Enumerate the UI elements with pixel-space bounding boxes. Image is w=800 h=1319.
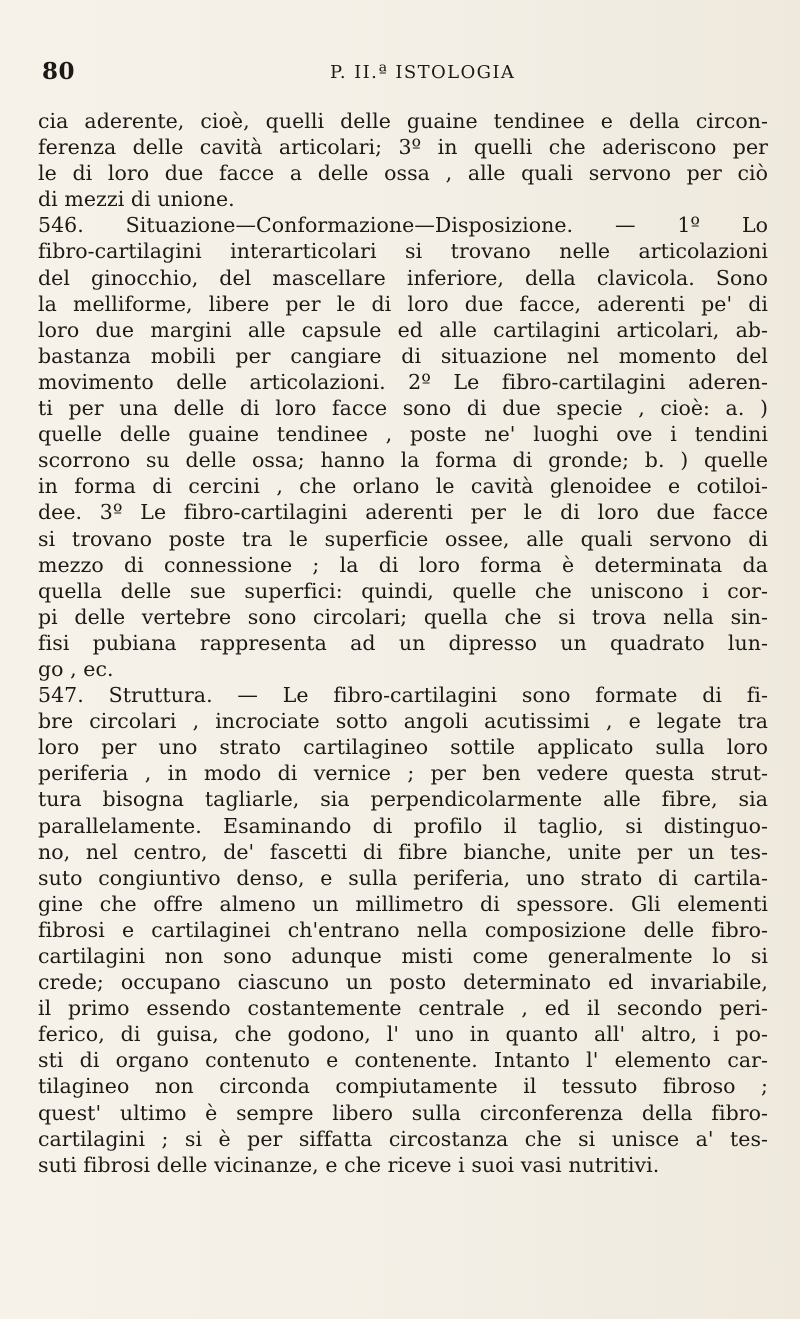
text-line: ferico, di guisa, che godono, l' uno in quanto all' altro, i po-	[38, 1022, 768, 1047]
text-line: di mezzi di unione.	[38, 187, 235, 212]
text-line: movimento delle articolazioni. 2º Le fibro-cartilagini aderen-	[38, 369, 768, 394]
text-line: in forma di cercini , che orlano le cavità glenoidee e cotiloi-	[38, 474, 768, 499]
text-line: quelle delle guaine tendinee , poste ne' luoghi ove i tendini	[38, 422, 768, 447]
text-line: ti per una delle di loro facce sono di due specie , cioè: a. )	[38, 396, 768, 421]
text-line: go , ec.	[38, 656, 114, 681]
text-line: fisi pubiana rappresenta ad un dipresso un quadrato lun-	[38, 630, 768, 655]
text-line: suto congiuntivo denso, e sulla periferia, uno strato di cartila-	[38, 865, 768, 890]
text-line: crede; occupano ciascuno un posto determinato ed invariabile,	[38, 970, 768, 995]
body-text	[38, 108, 768, 1268]
running-head: P. II.ª ISTOLOGIA	[330, 62, 516, 83]
page-header	[38, 58, 758, 92]
text-line: dee. 3º Le fibro-cartilagini aderenti per le di loro due facce	[38, 500, 768, 525]
text-line: cia aderente, cioè, quelli delle guaine tendinee e della circon-	[38, 109, 768, 133]
page-number: 80	[42, 58, 76, 85]
text-line: sti di organo contenuto e contenente. Intanto l' elemento car-	[38, 1048, 768, 1073]
text-line: 547. Struttura. — Le fibro-cartilagini sono formate di fi-	[38, 683, 768, 708]
text-line: quest' ultimo è sempre libero sulla circonferenza della fibro-	[38, 1100, 768, 1125]
text-line: fibro-cartilagini interarticolari si trovano nelle articolazioni	[38, 239, 768, 264]
text-line: cartilagini ; si è per siffatta circostanza che si unisce a' tes-	[38, 1126, 768, 1151]
text-line: loro due margini alle capsule ed alle cartilagini articolari, ab-	[38, 317, 768, 342]
text-line: del ginocchio, del mascellare inferiore, della clavicola. Sono	[38, 265, 768, 290]
text-line: tura bisogna tagliarle, sia perpendicolarmente alle fibre, sia	[38, 787, 768, 812]
text-line: tilagineo non circonda compiutamente il tessuto fibroso ;	[38, 1074, 768, 1099]
text-line: mezzo di connessione ; la di loro forma è determinata da	[38, 552, 768, 577]
text-line: si trovano poste tra le superficie ossee, alle quali servono di	[38, 526, 768, 551]
text-line: parallelamente. Esaminando di profilo il taglio, si distinguo-	[38, 813, 768, 838]
text-line: la melliforme, libere per le di loro due facce, aderenti pe' di	[38, 291, 768, 316]
text-line: bastanza mobili per cangiare di situazione nel momento del	[38, 343, 768, 368]
text-line: periferia , in modo di vernice ; per ben vedere questa strut-	[38, 761, 768, 786]
text-line: gine che offre almeno un millimetro di spessore. Gli elementi	[38, 891, 768, 916]
text-line: pi delle vertebre sono circolari; quella che si trova nella sin-	[38, 604, 768, 629]
text-line: il primo essendo costantemente centrale , ed il secondo peri-	[38, 996, 768, 1021]
text-line: cartilagini non sono adunque misti come generalmente lo si	[38, 944, 768, 968]
text-line: quella delle sue superfici: quindi, quelle che uniscono i cor-	[38, 578, 768, 603]
text-line: scorrono su delle ossa; hanno la forma di gronde; b. ) quelle	[38, 448, 768, 473]
text-line: no, nel centro, de' fascetti di fibre bianche, unite per un tes-	[38, 839, 768, 864]
text-line: 546. Situazione—Conformazione—Disposizione. — 1º Lo	[38, 213, 768, 238]
text-line: loro per uno strato cartilagineo sottile applicato sulla loro	[38, 735, 768, 760]
text-line: fibrosi e cartilaginei ch'entrano nella composizione delle fibro-	[38, 917, 768, 942]
text-line: bre circolari , incrociate sotto angoli acutissimi , e legate tra	[38, 709, 768, 734]
text-line: suti fibrosi delle vicinanze, e che riceve i suoi vasi nutritivi.	[38, 1152, 660, 1177]
text-line: ferenza delle cavità articolari; 3º in quelli che aderiscono per	[38, 135, 768, 160]
text-line: le di loro due facce a delle ossa , alle quali servono per ciò	[38, 161, 768, 186]
